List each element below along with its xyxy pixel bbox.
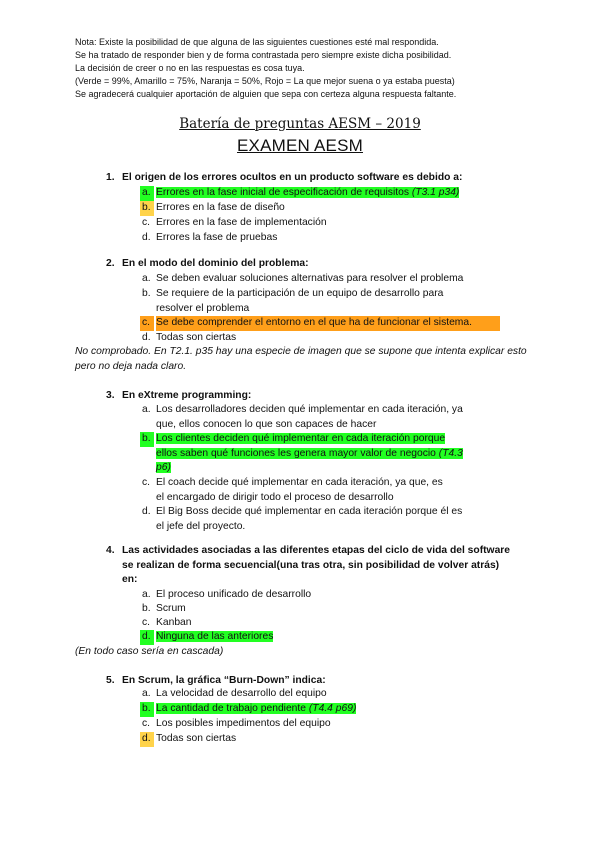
- option-letter: c.: [142, 217, 151, 228]
- question-text: En el modo del dominio del problema:: [122, 258, 309, 269]
- option-text: Errores la fase de pruebas: [156, 232, 278, 243]
- question-comment: No comprobado. En T2.1. p35 hay una especie de imagen que se supone que intenta explicar esto pero no deja nada claro.: [75, 346, 527, 372]
- option-text: Errores en la fase de diseño: [156, 202, 285, 213]
- source-reference: p6): [156, 462, 171, 473]
- option-letter: a.: [142, 589, 151, 600]
- question-number: 4.: [106, 545, 115, 556]
- option-text: Se deben evaluar soluciones alternativas para resolver el problema: [156, 273, 464, 284]
- option-letter: b.: [140, 201, 154, 216]
- document-title: EXAMEN AESM: [237, 136, 363, 155]
- option-letter: d.: [140, 732, 154, 747]
- option-letter: b.: [140, 432, 154, 447]
- option-text: Los desarrolladores deciden qué implementar en cada iteración, ya que, ellos conocen lo que son capaces de hacer: [156, 404, 463, 430]
- option-letter: c.: [140, 316, 154, 331]
- source-reference: (T4.3: [438, 447, 463, 459]
- note-line: La decisión de creer o no en las respuestas es cosa tuya.: [75, 63, 305, 73]
- option-text: La velocidad de desarrollo del equipo: [156, 688, 327, 699]
- option-text: Todas son ciertas: [156, 733, 237, 744]
- question-number: 1.: [106, 172, 115, 183]
- option-text: La cantidad de trabajo pendiente (T4.4 p69): [156, 703, 357, 714]
- question-number: 3.: [106, 390, 115, 401]
- source-reference: (T3.1 p34): [411, 187, 460, 198]
- option-text: Kanban: [156, 617, 192, 628]
- note-line: Se ha tratado de responder bien y de forma contrastada pero siempre existe dicha posibilidad.: [75, 50, 452, 60]
- option-letter: d.: [142, 332, 151, 343]
- question-text: En eXtreme programming:: [122, 390, 252, 401]
- option-letter: b.: [142, 603, 151, 614]
- option-text: El coach decide qué implementar en cada iteración, ya que, es el encargado de dirigir todo el proceso de desarrollo: [156, 477, 443, 503]
- option-text: Scrum: [156, 603, 186, 614]
- question-number: 2.: [106, 258, 115, 269]
- option-letter: d.: [142, 232, 151, 243]
- question-text: Las actividades asociadas a las diferentes etapas del ciclo de vida del software se realizan de forma secuencial(una tras otra, sin posibilidad de volver atrás) en:: [122, 545, 511, 585]
- option-text: Los clientes deciden qué implementar en cada iteración porque ellos saben qué funciones les genera mayor valor de negocio (T4.3 p6): [156, 433, 463, 473]
- option-text: Se debe comprender el entorno en el que ha de funcionar el sistema.: [156, 316, 500, 331]
- question-text: El origen de los errores ocultos en un producto software es debido a:: [122, 172, 463, 183]
- option-letter: d.: [140, 630, 154, 645]
- option-text: El proceso unificado de desarrollo: [156, 589, 312, 600]
- option-text: Se requiere de la participación de un equipo de desarrollo para resolver el problema: [156, 288, 444, 314]
- option-text: Ninguna de las anteriores: [156, 631, 274, 642]
- note-line: (Verde = 99%, Amarillo = 75%, Naranja = 50%, Rojo = La que mejor suena o ya estaba puesta): [75, 76, 455, 86]
- option-letter: d.: [142, 506, 151, 517]
- option-letter: b.: [140, 702, 154, 717]
- option-letter: b.: [142, 288, 151, 299]
- document-subtitle: Batería de preguntas AESM – 2019: [179, 116, 421, 132]
- question-number: 5.: [106, 675, 115, 686]
- option-text: Errores en la fase de implementación: [156, 217, 327, 228]
- option-letter: c.: [142, 617, 151, 628]
- option-text: Todas son ciertas: [156, 332, 237, 343]
- option-text: Los posibles impedimentos del equipo: [156, 718, 331, 729]
- question-text: En Scrum, la gráfica “Burn-Down” indica:: [122, 675, 326, 686]
- question-comment: (En todo caso sería en cascada): [75, 646, 224, 657]
- option-letter: a.: [142, 273, 151, 284]
- disclaimer-note: [75, 36, 456, 101]
- option-letter: c.: [142, 718, 151, 729]
- option-text: Errores en la fase inicial de especificación de requisitos (T3.1 p34): [156, 187, 460, 198]
- option-letter: a.: [142, 404, 151, 415]
- option-text: El Big Boss decide qué implementar en cada iteración porque él es el jefe del proyecto.: [156, 506, 463, 532]
- note-line: Nota: Existe la posibilidad de que alguna de las siguientes cuestiones esté mal respondida.: [75, 37, 439, 47]
- option-letter: a.: [140, 186, 154, 201]
- note-line: Se agradecerá cualquier aportación de alguien que sepa con certeza alguna respuesta faltante.: [75, 89, 457, 99]
- option-c: [140, 316, 502, 330]
- source-reference: (T4.4 p69): [308, 703, 357, 714]
- option-letter: c.: [142, 477, 151, 488]
- option-letter: a.: [142, 688, 151, 699]
